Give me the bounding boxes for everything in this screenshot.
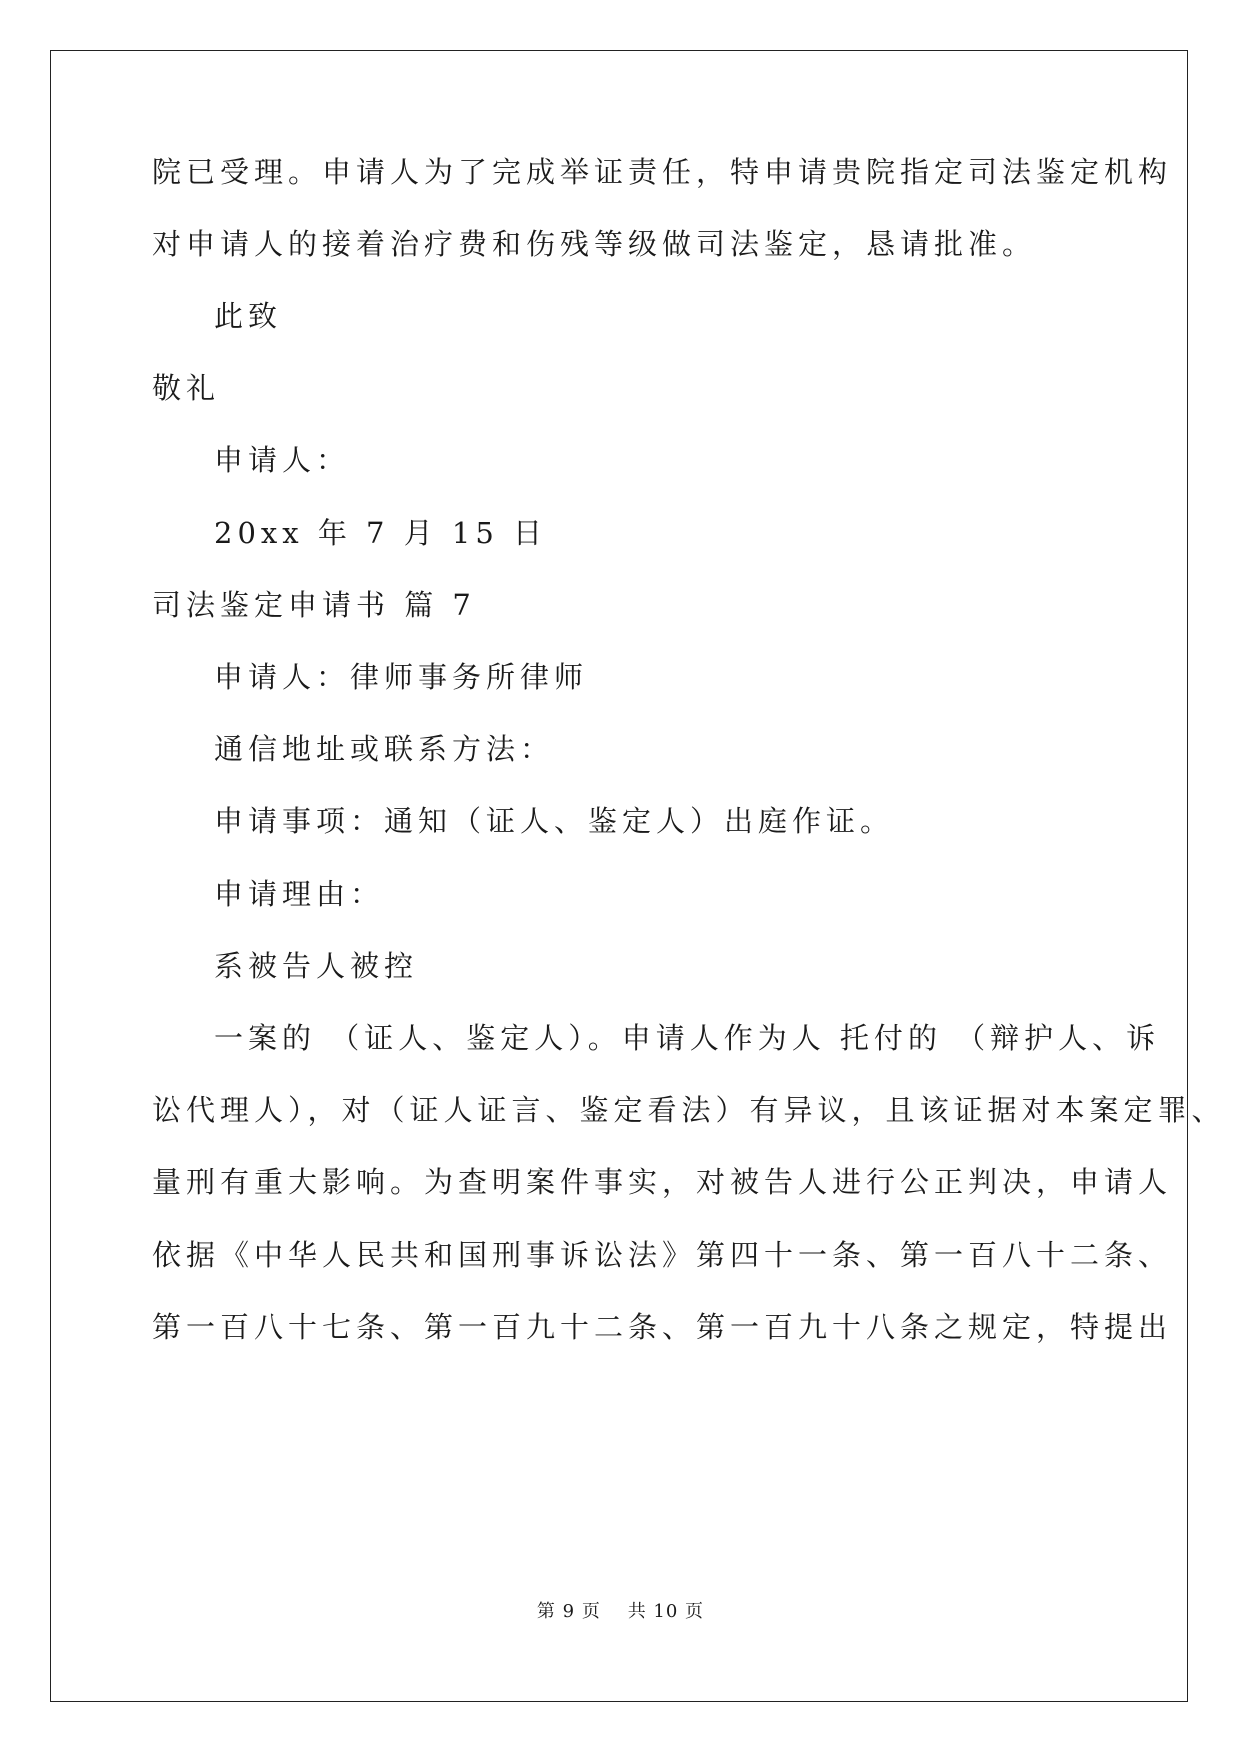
applicant-signature: 申请人：	[214, 443, 351, 477]
body-line: 讼代理人），对（证人证言、鉴定看法）有异议，且该证据对本案定罪、	[152, 1093, 1226, 1127]
address-line: 通信地址或联系方法：	[214, 732, 555, 766]
applicant-line: 申请人：律师事务所律师	[214, 660, 589, 694]
page-number-footer: 第 9 页 共 10 页	[536, 1601, 705, 1622]
body-line: 系被告人被控	[214, 949, 419, 983]
section-heading: 司法鉴定申请书 篇 7	[152, 588, 476, 622]
body-line: 第一百八十七条、第一百九十二条、第一百九十八条之规定，特提出	[152, 1310, 1173, 1344]
body-line: 量刑有重大影响。为查明案件事实，对被告人进行公正判决，申请人	[152, 1165, 1173, 1199]
body-line: 院已受理。申请人为了完成举证责任，特申请贵院指定司法鉴定机构	[152, 155, 1173, 189]
request-item-line: 申请事项：通知（证人、鉴定人）出庭作证。	[214, 804, 895, 838]
body-line: 依据《中华人民共和国刑事诉讼法》第四十一条、第一百八十二条、	[152, 1238, 1173, 1272]
closing-regards: 敬礼	[152, 371, 221, 405]
closing-salutation: 此致	[214, 299, 283, 333]
body-line: 一案的 （证人、鉴定人）。申请人作为人 托付的 （辩护人、诉	[214, 1021, 1161, 1055]
body-line: 对申请人的接着治疗费和伤残等级做司法鉴定，恳请批准。	[152, 227, 1037, 261]
reason-heading: 申请理由：	[214, 877, 385, 911]
date-line: 20xx 年 7 月 15 日	[214, 516, 548, 550]
